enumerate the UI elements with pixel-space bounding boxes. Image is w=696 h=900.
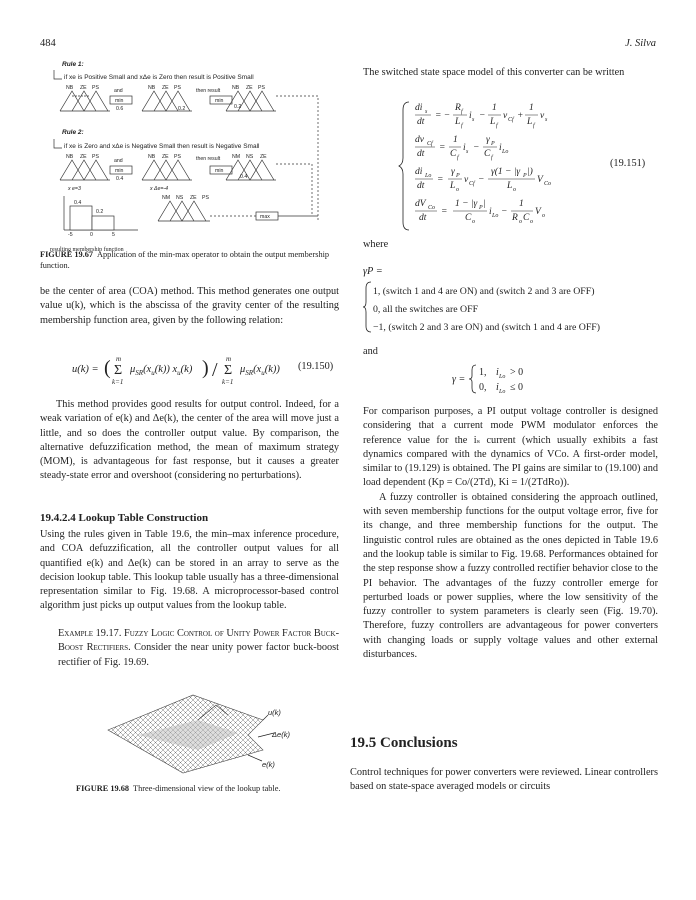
- svg-text:Lo: Lo: [425, 173, 432, 179]
- svg-text:Lo: Lo: [492, 213, 499, 219]
- svg-text:Σ: Σ: [114, 363, 123, 378]
- svg-text:Lo: Lo: [499, 374, 506, 380]
- svg-text:> 0: > 0: [510, 367, 524, 378]
- fig68-dek: Δe(k): [272, 730, 290, 739]
- svg-text:≤ 0: ≤ 0: [510, 382, 523, 393]
- mf-ze-7: ZE: [190, 195, 197, 201]
- mf-ps-2: PS: [174, 85, 181, 91]
- xe3: x e=3: [68, 186, 81, 192]
- bar-02: 0.2: [96, 209, 104, 215]
- svg-text:f: f: [491, 155, 493, 161]
- svg-text:Lo: Lo: [499, 389, 506, 395]
- then-result-2: then result: [196, 156, 221, 162]
- svg-text:P: P: [491, 141, 495, 147]
- svg-text:C: C: [465, 213, 472, 223]
- axis-0: 0: [90, 232, 93, 236]
- svg-text:P: P: [479, 205, 483, 211]
- section-19-4-2-4: 19.4.2.4 Lookup Table Construction: [40, 512, 209, 524]
- svg-text:C: C: [484, 149, 491, 159]
- min-3: min: [115, 168, 124, 174]
- mf-ze-5: ZE: [162, 154, 169, 160]
- svg-text:γ: γ: [451, 167, 455, 177]
- fig68-uk: u(k): [268, 708, 281, 717]
- svg-text:s: s: [425, 109, 428, 115]
- svg-text:dV: dV: [415, 199, 426, 209]
- svg-text:Co: Co: [428, 205, 436, 211]
- right-column-2: [363, 405, 658, 662]
- resulting-label: resulting membership function: [50, 247, 124, 253]
- svg-text:m: m: [226, 355, 232, 363]
- mf-nb-4: NB: [66, 154, 74, 160]
- page-number: 484: [40, 38, 56, 49]
- mf-ps-4: PS: [92, 154, 99, 160]
- svg-text:L: L: [527, 117, 533, 127]
- svg-text:i: i: [496, 367, 499, 378]
- svg-text:f: f: [457, 155, 459, 161]
- equation-19-151: [395, 98, 585, 233]
- svg-text:γ =: γ =: [452, 374, 466, 385]
- svg-text:s: s: [472, 117, 475, 123]
- gamma-p-def: γP =: [363, 266, 383, 277]
- svg-text:γ: γ: [486, 135, 490, 145]
- svg-text:0,: 0,: [479, 382, 487, 393]
- eq150-number: (19.150): [298, 361, 334, 372]
- svg-text:=: =: [437, 175, 444, 185]
- left-column: [40, 285, 339, 328]
- svg-text:dv: dv: [415, 135, 424, 145]
- svg-text:i: i: [496, 382, 499, 393]
- svg-text:Co: Co: [544, 181, 552, 187]
- mf-ps-3: PS: [258, 85, 265, 91]
- v02b: 0.2: [234, 104, 242, 110]
- mf-ps-5: PS: [174, 154, 181, 160]
- svg-text:/: /: [212, 359, 218, 381]
- svg-text:P: P: [456, 173, 460, 179]
- and-2: and: [114, 158, 123, 164]
- svg-text:L: L: [507, 181, 513, 191]
- svg-text:v: v: [540, 111, 545, 121]
- mf-ze-2: ZE: [162, 85, 169, 91]
- and-1: and: [114, 88, 123, 94]
- svg-text:m: m: [116, 355, 122, 363]
- xde4: x Δe=-4: [150, 186, 169, 192]
- figure-19-68: [98, 675, 298, 783]
- cases-brace: [363, 280, 373, 334]
- svg-text:Lo: Lo: [502, 149, 509, 155]
- svg-text:γ(1 − |γ: γ(1 − |γ: [491, 167, 521, 177]
- min-4: min: [215, 168, 224, 174]
- svg-text:Σ: Σ: [224, 363, 233, 378]
- svg-text:o: o: [530, 219, 533, 225]
- fig67-caption-label: FIGURE 19.67: [40, 250, 94, 259]
- v02: 0.2: [178, 106, 186, 112]
- section-19-5: 19.5 Conclusions: [350, 735, 458, 751]
- svg-text:1: 1: [492, 103, 497, 113]
- svg-text:o: o: [472, 219, 475, 225]
- rule1-label: Rule 1:: [62, 61, 84, 68]
- svg-text:o: o: [513, 187, 516, 193]
- svg-text:−: −: [473, 143, 480, 153]
- left-para-1: be the center of area (COA) method. This method generates one output value u(k), which is the abscissa of the gravity center of the resulting membership function area, given by the following relation:: [40, 286, 339, 326]
- mf-nm-1: NM: [232, 154, 241, 160]
- example-label: Example 19.17. Fuzzy Logic Control of Unity Power Factor Buck-Boost Rectifiers.: [58, 628, 339, 654]
- where-label: where: [363, 239, 389, 250]
- svg-text:dt: dt: [417, 149, 425, 159]
- svg-text:R: R: [455, 103, 461, 113]
- fig68-ek: e(k): [262, 760, 275, 769]
- svg-text:1,: 1,: [479, 367, 487, 378]
- svg-text:f: f: [461, 109, 463, 115]
- then-result-1: then result: [196, 88, 221, 94]
- svg-text:|): |): [527, 167, 533, 177]
- svg-text:Cf: Cf: [469, 181, 475, 187]
- fig68-caption-label: FIGURE 19.68: [76, 784, 130, 793]
- fig68-caption-text: Three-dimensional view of the lookup table.: [133, 784, 281, 793]
- min-1: min: [115, 98, 124, 104]
- fig67-caption-text: Application of the min-max operator to obtain the output membership function.: [40, 250, 330, 270]
- svg-text:C: C: [523, 213, 530, 223]
- svg-text:dt: dt: [417, 181, 425, 191]
- svg-text:u(k) =: u(k) =: [72, 364, 99, 375]
- svg-text:i: i: [463, 143, 466, 153]
- example-block: [58, 627, 339, 670]
- right-column-1: [363, 66, 658, 80]
- svg-text:=: =: [441, 207, 448, 217]
- svg-text:|: |: [483, 199, 486, 209]
- min-2: min: [215, 98, 224, 104]
- v04: 0.4: [116, 176, 124, 182]
- v06: 0.6: [116, 106, 124, 112]
- mf-ze-4: ZE: [80, 154, 87, 160]
- svg-text:): ): [202, 357, 209, 379]
- rule2-label: Rule 2:: [62, 129, 84, 136]
- svg-text:V: V: [535, 207, 541, 217]
- svg-text:P: P: [523, 173, 527, 179]
- svg-text:V: V: [537, 175, 543, 185]
- mf-nb-3: NB: [232, 85, 240, 91]
- svg-text:i: i: [489, 207, 492, 217]
- svg-text:o: o: [542, 213, 545, 219]
- svg-text:L: L: [490, 117, 496, 127]
- svg-text:i: i: [499, 143, 502, 153]
- left-para-3: Using the rules given in Table 19.6, the min–max inference procedure, and COA defuzzification, all the controller output values for all quantified e(k) and Δe(k) can be stored in an array to serve as the decision lookup table. This lookup table usually has a three-dimensional representation similar to Fig. 19.68. A microprocessor-based control algorithm just picks up output values from the lookup table.: [40, 529, 339, 612]
- svg-text:(: (: [104, 357, 111, 379]
- max-op: max: [260, 214, 270, 220]
- axis-5: 5: [112, 232, 115, 236]
- bar-04: 0.4: [74, 200, 82, 206]
- right-para-1: The switched state space model of this converter can be written: [363, 67, 625, 78]
- example-text: Consider the near unity power factor buck-boost rectifier of Fig. 19.69.: [58, 642, 340, 668]
- svg-text:f: f: [533, 123, 535, 129]
- svg-text:=: =: [439, 143, 446, 153]
- svg-text:−: −: [501, 207, 508, 217]
- case-3: −1, (switch 2 and 3 are ON) and (switch 1 and 4 are OFF): [373, 322, 600, 333]
- equation-19-150: [72, 350, 312, 390]
- mf-ze-6: ZE: [260, 154, 267, 160]
- svg-text:k=1: k=1: [222, 378, 234, 386]
- svg-text:Cf: Cf: [427, 141, 433, 147]
- right-para-4: Control techniques for power converters were reviewed. Linear controllers based on state-space averaged models or circuits: [350, 767, 658, 793]
- left-para-2: This method provides good results for output control. Indeed, for a weak variation of e(k) and Δe(k), the center of the area will move just a little, and so does the controller output value. By comparison, the alternative defuzzification method, the mean of maximum strategy (MOM), is advantageous for fast response, but it causes a greater steady-state error and overshoot (considering no perturbations).: [40, 399, 339, 482]
- mf-nb-2: NB: [148, 85, 156, 91]
- mf-nm-2: NM: [162, 195, 171, 201]
- svg-text:s: s: [545, 117, 548, 123]
- mf-nb-5: NB: [148, 154, 156, 160]
- svg-text:o: o: [456, 187, 459, 193]
- case-2: 0, all the switches are OFF: [373, 304, 479, 315]
- svg-text:Cf: Cf: [508, 117, 514, 123]
- svg-text:dt: dt: [417, 117, 425, 127]
- svg-text:−: −: [478, 175, 485, 185]
- mf-ns-2: NS: [176, 195, 184, 201]
- svg-text:1: 1: [453, 135, 458, 145]
- rule1-text: if xe is Positive Small and xΔe is Zero then result is Positive Small: [64, 74, 254, 81]
- right-para-3: A fuzzy controller is obtained considering the approach outlined, with seven membership functions for the output voltage error, five for its change, and three membership functions for the output. The linguistic control rules are obtained as the ones depicted in Table 19.6 and the lookup table is similar to Fig. 19.68. Performances obtained for the step response show a fuzzy controlled rectifier behavior close to the PI behavior. The advantages of the fuzzy controller emerge for perturbed loads or power supplies, where the low sensitivity of the fuzzy controller to system parameters is clearly seen (Fig. 19.70). Therefore, fuzzy controllers are advantageous for power converters with changing loads or supply voltage values and other external disturbances.: [363, 491, 658, 661]
- running-title: J. Silva: [625, 38, 656, 49]
- svg-text:f: f: [496, 123, 498, 129]
- right-para-2: For comparison purposes, a PI output voltage controller is designed considering that a current mode PWM modulator enforces the reference value for the iₛ current (which usually exhibits a fast dynamics compared with the dynamics of VCo. A first-order model, similar to (19.129) is obtained. The PI gains are similar to (19.100) and load dependent (Kp = Co/(2Td), Ki = 1/(2TdRo)).: [363, 406, 658, 489]
- svg-text:L: L: [450, 181, 456, 191]
- svg-text:v: v: [464, 175, 469, 185]
- case-1: 1, (switch 1 and 4 are ON) and (switch 2 and 3 are OFF): [373, 286, 595, 297]
- mf-ps-1: PS: [92, 85, 99, 91]
- mf-ze-1: ZE: [80, 85, 87, 91]
- figure-19-68-caption: [76, 783, 346, 794]
- svg-text:μSR(xu(k)) xu(k): $\mu_{SR}(x_u(k))$ $x_u(k)$: [130, 364, 193, 377]
- cases-list: [373, 283, 600, 337]
- gamma-definition: [452, 362, 562, 396]
- svg-text:1 − |γ: 1 − |γ: [455, 199, 478, 209]
- svg-text:R: R: [512, 213, 518, 223]
- svg-text:s: s: [466, 149, 469, 155]
- svg-text:1: 1: [519, 199, 524, 209]
- svg-text:C: C: [450, 149, 457, 159]
- svg-text:o: o: [519, 219, 522, 225]
- svg-text:μSR(xu(k)): $\mu_{SR}(x_u(k))$: [240, 364, 280, 377]
- svg-text:i: i: [469, 111, 472, 121]
- figure-19-67: [50, 56, 350, 236]
- svg-text:k=1: k=1: [112, 378, 124, 386]
- svg-text:di: di: [415, 103, 423, 113]
- mf-ze-3: ZE: [246, 85, 253, 91]
- rule2-text: if xe is Zero and xΔe is Negative Small then result is Negative Small: [64, 143, 260, 150]
- left-column-2: [40, 398, 339, 484]
- v04b: 0.4: [240, 174, 248, 180]
- figure-19-67-caption: [40, 249, 340, 271]
- right-column-3: [350, 766, 658, 795]
- svg-text:dt: dt: [419, 213, 427, 223]
- mf-ps-6: PS: [202, 195, 209, 201]
- svg-text:−: −: [479, 111, 486, 121]
- svg-text:= −: = −: [435, 111, 451, 121]
- left-column-3: [40, 528, 339, 614]
- axis-m5: -5: [68, 232, 73, 236]
- mf-nb-1: NB: [66, 85, 74, 91]
- svg-text:1: 1: [529, 103, 534, 113]
- svg-text:f: f: [461, 123, 463, 129]
- and-label: and: [363, 346, 378, 357]
- mf-ns-1: NS: [246, 154, 254, 160]
- eq151-number: (19.151): [610, 158, 646, 169]
- svg-text:di: di: [415, 167, 423, 177]
- svg-text:v: v: [503, 111, 508, 121]
- svg-text:+: +: [517, 111, 524, 121]
- svg-text:L: L: [455, 117, 461, 127]
